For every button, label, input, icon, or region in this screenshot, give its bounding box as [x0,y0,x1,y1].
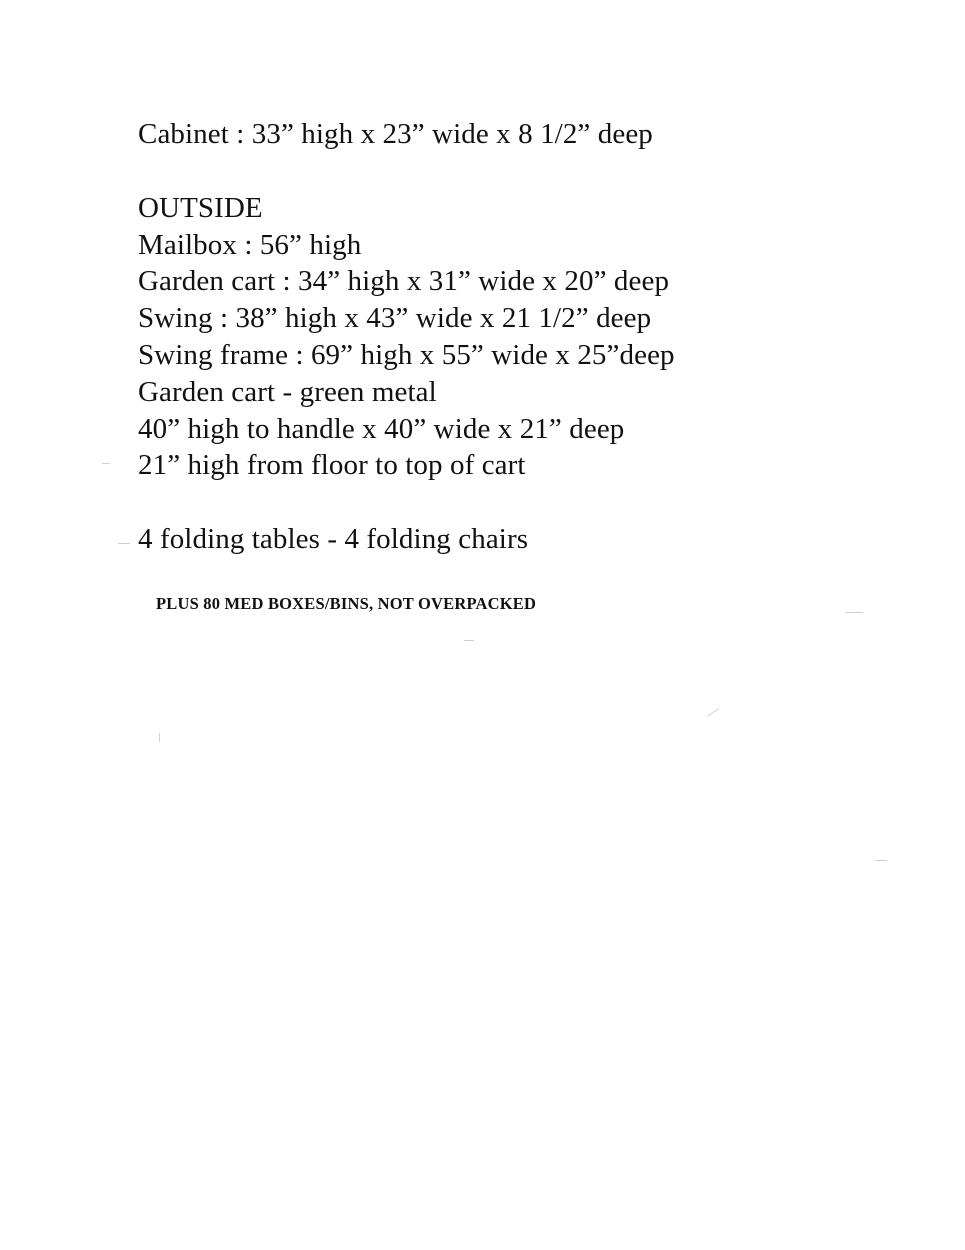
scan-speck [118,543,130,544]
garden-cart-dimensions: Garden cart : 34” high x 31” wide x 20” deep [138,265,670,297]
scan-speck [464,640,474,641]
swing-dimensions: Swing : 38” high x 43” wide x 21 1/2” deep [138,302,652,334]
scan-speck [845,612,863,613]
scan-speck [159,733,160,742]
garden-cart-height-note: 21” high from floor to top of cart [138,449,526,481]
swing-frame-dimensions: Swing frame : 69” high x 55” wide x 25”deep [138,339,675,371]
scan-speck [875,860,887,861]
folding-furniture-line: 4 folding tables - 4 folding chairs [138,523,529,555]
section-heading-outside: OUTSIDE [138,192,263,224]
mailbox-dimensions: Mailbox : 56” high [138,229,362,261]
scan-speck [707,708,719,717]
garden-cart-description: Garden cart - green metal [138,376,437,408]
garden-cart-handle-dimensions: 40” high to handle x 40” wide x 21” deep [138,413,625,445]
scan-speck [102,463,110,464]
boxes-note: PLUS 80 MED BOXES/BINS, NOT OVERPACKED [156,594,537,613]
cabinet-dimensions: Cabinet : 33” high x 23” wide x 8 1/2” deep [138,118,653,150]
